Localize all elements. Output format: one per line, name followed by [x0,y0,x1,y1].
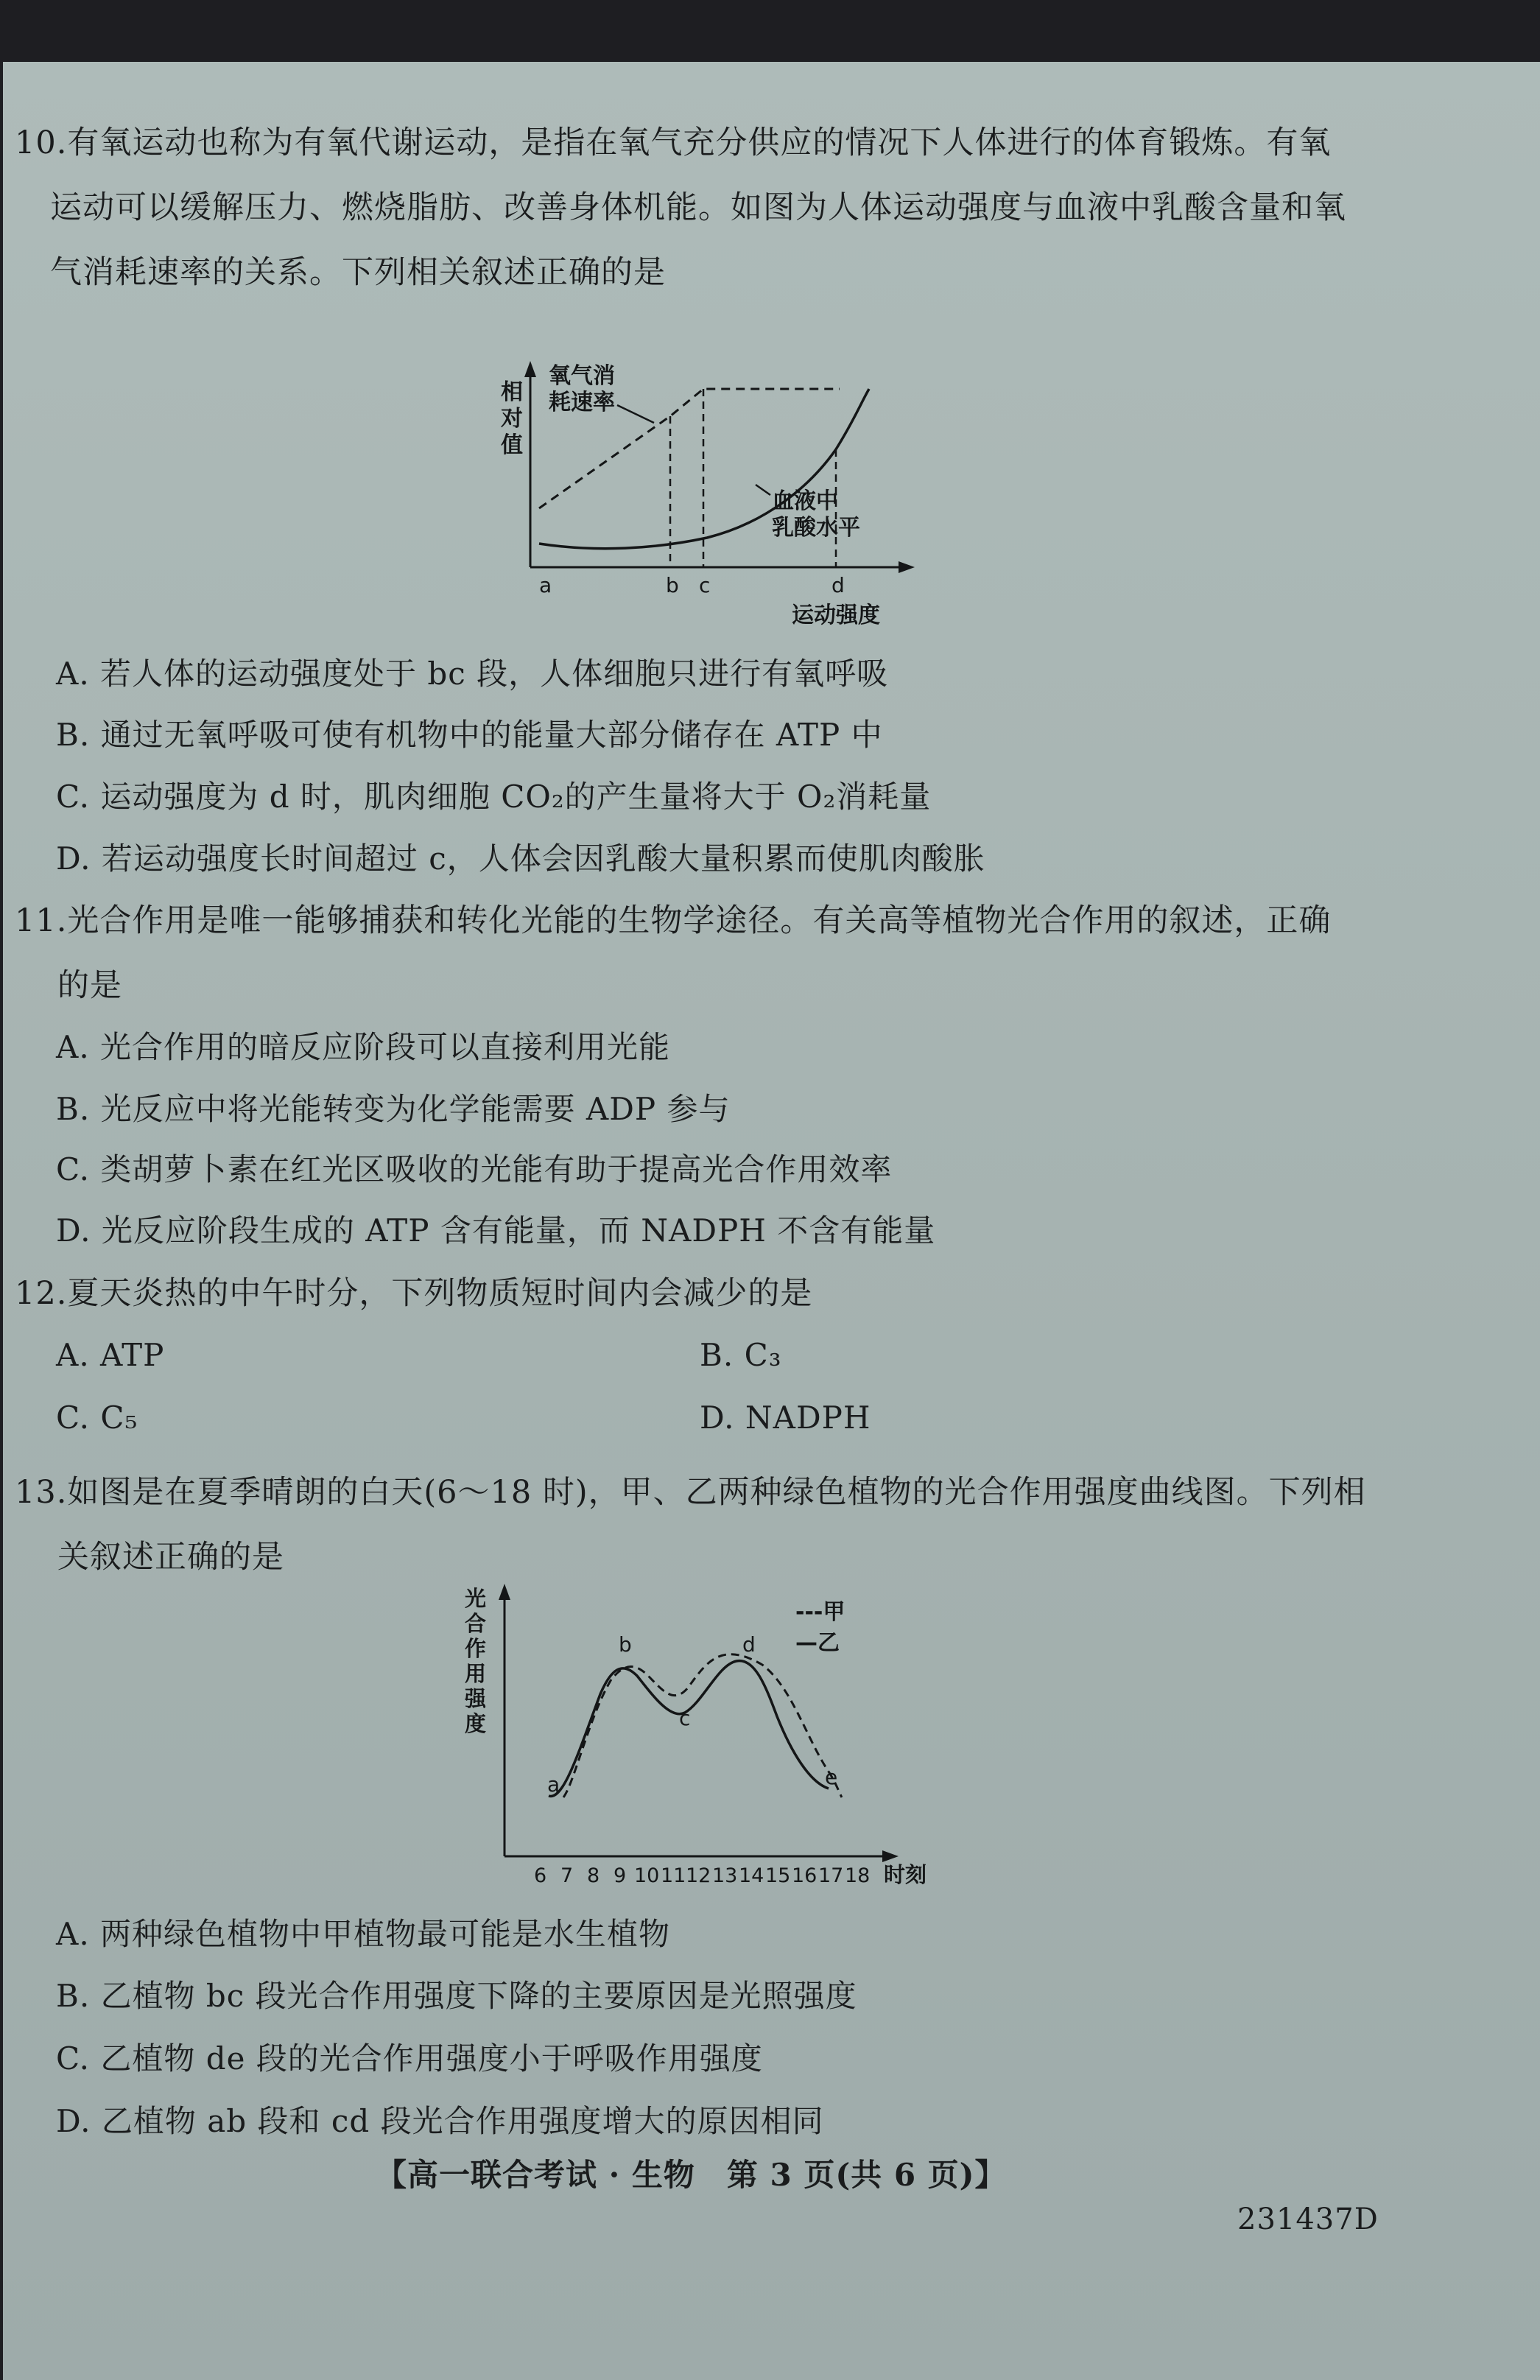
question-text: 光合作用是唯一能够捕获和转化光能的生物学途径。有关高等植物光合作用的叙述，正确 [67,902,1332,939]
option-a[interactable]: A. 若人体的运动强度处于 bc 段，人体细胞只进行有氧呼吸 [56,656,889,692]
question-text: 气消耗速率的关系。下列相关叙述正确的是 [50,254,666,291]
figure-q10 [486,361,928,633]
exam-code: 231437D [1237,2202,1379,2236]
point-a: a [547,1772,560,1797]
tick: 7 [560,1864,574,1887]
y-label: 用 [465,1661,487,1686]
tick-c: c [699,573,711,597]
y-label: 对 [501,406,523,432]
oxygen-label: 耗速率 [549,390,615,415]
curve-jia [563,1654,842,1797]
figure-q13 [453,1584,954,1893]
tick: 14 [739,1864,764,1887]
tick: 12 [686,1864,711,1887]
question-number: 12. [15,1275,68,1312]
y-label: 值 [501,432,523,458]
legend-yi: —乙 [795,1630,840,1656]
option-b[interactable]: B. 光反应中将光能转变为化学能需要 ADP 参与 [56,1091,731,1127]
option-c[interactable]: C. 乙植物 de 段的光合作用强度小于呼吸作用强度 [56,2040,763,2077]
option-d[interactable]: D. 光反应阶段生成的 ATP 含有能量，而 NADPH 不含有能量 [56,1212,936,1249]
option-b[interactable]: B. 乙植物 bc 段光合作用强度下降的主要原因是光照强度 [56,1978,857,2014]
tick: 18 [845,1864,871,1887]
tick: 10 [634,1864,660,1887]
point-b: b [619,1632,632,1657]
tick: 13 [712,1864,738,1887]
y-label: 强 [465,1686,487,1711]
y-axis-arrow [524,361,536,377]
oxygen-label: 氧气消 [549,363,615,389]
y-axis-arrow [499,1584,510,1600]
question-text: 的是 [57,967,122,1004]
question-text: 有氧运动也称为有氧代谢运动，是指在氧气充分供应的情况下人体进行的体育锻炼。有氧 [67,124,1332,161]
question-11 [15,888,1370,1018]
option-d[interactable]: D. 若运动强度长时间超过 c，人体会因乳酸大量积累而使肌肉酸胀 [56,840,985,877]
option-a[interactable]: A. 光合作用的暗反应阶段可以直接利用光能 [56,1029,671,1065]
legend-jia: ---甲 [795,1599,845,1625]
question-text: 如图是在夏季晴朗的白天(6～18 时)，甲、乙两种绿色植物的光合作用强度曲线图。下列相 [67,1474,1366,1511]
option-b[interactable]: B. C₃ [700,1337,782,1373]
tick: 17 [818,1864,844,1887]
y-label: 作 [465,1636,487,1661]
tick: 8 [587,1864,600,1887]
question-10 [15,110,1370,305]
x-label: 时刻 [884,1862,927,1887]
question-number: 13. [15,1474,68,1511]
lactate-label: 乳酸水平 [772,515,860,541]
option-d[interactable]: D. NADPH [700,1400,871,1436]
tick: 15 [765,1864,791,1887]
option-c[interactable]: C. 类胡萝卜素在红光区吸收的光能有助于提高光合作用效率 [56,1151,893,1187]
point-c: c [679,1706,691,1730]
tick: 9 [613,1864,627,1887]
option-d[interactable]: D. 乙植物 ab 段和 cd 段光合作用强度增大的原因相同 [56,2103,824,2139]
leader-line [617,405,654,423]
option-b[interactable]: B. 通过无氧呼吸可使有机物中的能量大部分储存在 ATP 中 [56,717,883,753]
question-text: 关叙述正确的是 [57,1539,284,1576]
x-axis-arrow [899,561,915,573]
option-a[interactable]: A. 两种绿色植物中甲植物最可能是水生植物 [56,1916,671,1952]
y-label: 度 [465,1711,487,1736]
x-axis-arrow [882,1850,899,1862]
point-d: d [742,1632,756,1657]
question-number: 10. [15,124,68,161]
y-label: 光 [465,1586,487,1611]
tick: 6 [534,1864,547,1887]
option-a[interactable]: A. ATP [56,1337,165,1373]
leader-line [756,485,770,495]
option-c[interactable]: C. 运动强度为 d 时，肌肉细胞 CO₂的产生量将大于 O₂消耗量 [56,779,932,815]
tick-a: a [539,573,552,597]
option-c[interactable]: C. C₅ [56,1400,138,1436]
tick: 11 [661,1864,686,1887]
page-footer: 【高一联合考试 · 生物 第 3 页(共 6 页)】 [376,2157,1007,2193]
question-text: 夏天炎热的中午时分，下列物质短时间内会减少的是 [67,1275,813,1312]
x-label: 运动强度 [792,603,880,628]
y-label: 相 [501,379,523,405]
tick-d: d [831,573,845,597]
question-13 [15,1460,1370,1590]
point-e: e [825,1765,838,1789]
question-number: 11. [15,902,68,939]
lactate-label: 血液中 [772,488,838,514]
question-text: 运动可以缓解压力、燃烧脂肪、改善身体机能。如图为人体运动强度与血液中乳酸含量和氧 [50,189,1346,226]
tick: 16 [792,1864,818,1887]
y-label: 合 [465,1611,487,1636]
question-12 [15,1261,1370,1326]
tick-b: b [666,573,679,597]
